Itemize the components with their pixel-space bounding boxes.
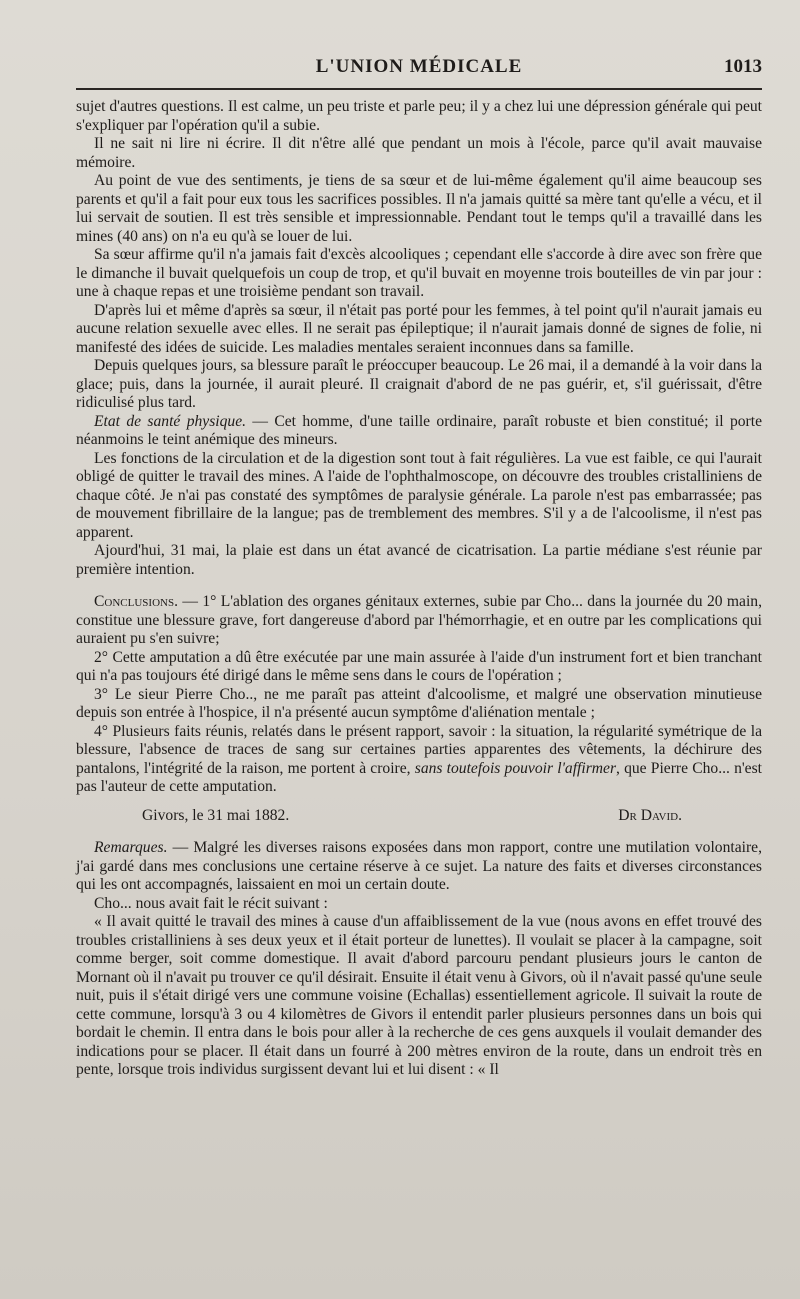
doctor-signature: Dr David. [618, 806, 682, 824]
paragraph: Il ne sait ni lire ni écrire. Il dit n'être allé que pendant un mois à l'école, parce qu'il avait mauvaise mémoire. [76, 135, 762, 171]
paragraph: Les fonctions de la circulation et de la digestion sont tout à fait régulières. La vue est faible, ce qui l'aurait obligé de quitter le travail des mines. A l'aide de l'ophthalmoscope, on découvre des troubles cristalliniens de chaque côté. Je n'ai pas constaté des symptômes de paralysie générale. La parole n'est pas embarrassée; pas de mouvement fibrillaire de la langue; pas de tremblement des membres. S'il y a de l'alcoolisme, il n'est pas apparent. [76, 449, 762, 541]
etat-text: — Cet homme, d'une taille ordinaire, paraît robuste et bien constitué; il porte néanmoins le teint anémique des mineurs. [76, 412, 762, 448]
page-header [76, 56, 762, 86]
remarques-text: — Malgré les diverses raisons exposées dans mon rapport, contre une mutilation volontaire, j'ai gardé dans mes conclusions une certaine réserve à ce sujet. La nature des faits et diverses circonstances qui les ont accompagnés, laissaient en moi un certain doute. [76, 839, 762, 893]
conclusion-item-4-end: , que Pierre Cho... n'est pas l'auteur de cette amputation. [76, 759, 762, 795]
article-body [76, 98, 762, 1080]
etat-label: Etat de santé physique. [94, 412, 247, 430]
paragraph: Depuis quelques jours, sa blessure paraît le préoccuper beaucoup. Le 26 mai, il a demandé à la voir dans la glace; puis, dans la journée, il aurait pleuré. Il craignait d'abord de ne pas guérir, et, s'il guérissait, d'être ridiculisé plus tard. [76, 357, 762, 411]
running-title: L'UNION MÉDICALE [315, 56, 523, 77]
conclusion-item: 2° Cette amputation a dû être exécutée par une main assurée à l'aide d'un instrument fort et bien tranchant qui n'a pas toujours été dirigé dans le même sens dans le cours de l'opération ; [76, 648, 762, 684]
header-rule [76, 88, 762, 90]
paragraph: Ajourd'hui, 31 mai, la plaie est dans un état avancé de cicatrisation. La partie médiane s'est réunie par première intention. [76, 542, 762, 578]
remarques-label: Remarques. [94, 839, 168, 856]
place-date: Givors, le 31 mai 1882. [142, 806, 290, 824]
conclusions-label: Conclusions. [94, 593, 178, 610]
paragraph: sujet d'autres questions. Il est calme, un peu triste et parle peu; il y a chez lui une dépression générale qui peut s'expliquer par l'opération qu'il a subie. [76, 98, 762, 134]
paragraph: « Il avait quitté le travail des mines à cause d'un affaiblissement de la vue (nous avons en effet trouvé des troubles cristalliniens à ses deux yeux et il était porteur de lunettes). Il voulait se placer à la campagne, soit comme berger, soit comme domestique. Il avait d'abord parcouru pendant plusieurs jours le canton de Mornant où il n'avait pu trouver ce qu'il désirait. Ensuite il était venu à Givors, où il n'avait passé qu'une seule nuit, puis il s'était dirigé vers une commune voisine (Echallas) essentiellement agricole. Il suivait la route de cette commune, lorsqu'à 3 ou 4 kilomètres de Givors il entendit parler plusieurs personnes dans un bois qui bordait le chemin. Il entra dans le bois pour aller à la recherche de ces gens auxquels il voulait demander des indications pour se placer. Il était dans un fourré à 200 mètres environ de la route, dans un endroit très en pente, lorsque trois individus surgissent devant lui et lui disent : « Il [76, 913, 762, 1078]
paragraph: Sa sœur affirme qu'il n'a jamais fait d'excès alcooliques ; cependant elle s'accorde à dire avec son frère que le dimanche il buvait quelquefois un coup de trop, et qu'il buvait en moyenne trois bouteilles de vin par jour : une à chaque repas et une troisième pendant son travail. [76, 246, 762, 300]
etat-paragraph [76, 413, 762, 450]
conclusions-paragraph [76, 593, 762, 649]
signature-line [142, 807, 682, 826]
page-number: 1013 [724, 56, 762, 77]
conclusion-item-4 [76, 723, 762, 797]
remarques-paragraph [76, 839, 762, 895]
conclusion-item: 3° Le sieur Pierre Cho.., ne me paraît pas atteint d'alcoolisme, et malgré une observation minutieuse depuis son entrée à l'hospice, il n'a présenté aucun symptôme d'aliénation mentale ; [76, 685, 762, 721]
conclusion-item-4-emphasis: sans toutefois pouvoir l'affirmer [414, 759, 617, 777]
conclusions-text: — 1° L'ablation des organes génitaux externes, subie par Cho... dans la journée du 20 main, constitue une blessure grave, fort dangereuse d'abord par l'hémorrhagie, et en outre par les complications qui auraient pu s'en suivre; [76, 593, 762, 647]
paragraph: Au point de vue des sentiments, je tiens de sa sœur et de lui-même également qu'il aime beaucoup ses parents et qu'il a fait pour eux tous les sacrifices possibles. Il n'a jamais quitté sa mère tant qu'elle a vécu, et il lui servait de soutien. Il est très sensible et impressionnable. Pendant tout le temps qu'il a travaillé dans les mines (40 ans) on n'a eu qu'à se louer de lui. [76, 172, 762, 245]
paragraph: Cho... nous avait fait le récit suivant : [94, 894, 328, 912]
conclusion-item-4-text: 4° Plusieurs faits réunis, relatés dans le présent rapport, savoir : la situation, la régularité symétrique de la blessure, l'absence de traces de sang sur certaines parties apparentes des vêtements, la déchirure des pantalons, l'intégrité de la raison, me portent à croire, [76, 722, 762, 777]
paragraph: D'après lui et même d'après sa sœur, il n'était pas porté pour les femmes, à tel point qu'il n'aurait jamais eu aucune relation sexuelle avec elles. Il ne serait pas épileptique; il n'aurait jamais donné de signes de folie, ni manifesté des idées de suicide. Les maladies mentales seraient inconnues dans sa famille. [76, 301, 762, 356]
